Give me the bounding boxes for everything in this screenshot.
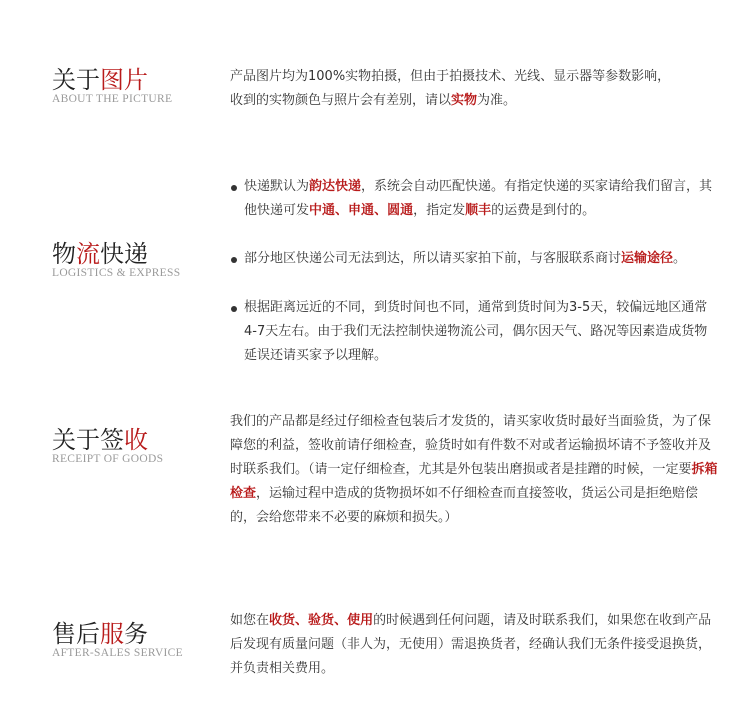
picture-title: 关于图片: [52, 66, 148, 94]
receipt-heading: [52, 426, 163, 466]
receipt-subtitle: RECEIPT OF GOODS: [52, 453, 164, 465]
aftersales-text: 如您在收货、验货、使用的时候遇到任何问题，请及时联系我们，如果您在收到产品后发现有质量问题（非人为，无使用）需退换货者，经确认我们无条件接受退换货，并负责相关费用。: [230, 613, 712, 676]
logistics-bullet-3: 根据距离远近的不同，到货时间也不同，通常到货时间为3-5天，较偏远地区通常4-7天左右。由于我们无法控制快递物流公司，偶尔因天气、路况等因素造成货物延误还请买家予以理解。: [230, 296, 720, 368]
logistics-bullet-2: 部分地区快递公司无法到达，所以请买家拍下前，与客服联系商讨运输途径。: [230, 247, 720, 271]
picture-subtitle: ABOUT THE PICTURE: [52, 93, 173, 105]
picture-text: 产品图片均为100%实物拍摄，但由于拍摄技术、光线、显示器等参数影响， 收到的实物颜色与照片会有差别，请以实物为准。: [230, 69, 671, 108]
receipt-title: 关于签收: [52, 426, 148, 454]
logistics-subtitle: LOGISTICS & EXPRESS: [52, 267, 181, 279]
bullet-dot-icon: [231, 257, 237, 263]
aftersales-title: 售后服务: [52, 620, 148, 648]
picture-heading: [52, 66, 172, 106]
logistics-heading: [52, 240, 180, 280]
receipt-text: 我们的产品都是经过仔细检查包装后才发货的，请买家收货时最好当面验货，为了保障您的利益，签收前请仔细检查，验货时如有件数不对或者运输损坏请不予签收并及时联系我们。（请一定仔细检查，尤其是外包装出磨损或者是挂蹭的时候，一定要拆箱检查，运输过程中造成的货物损坏如不仔细检查而直接签收，货运公司是拒绝赔偿的，会给您带来不必要的麻烦和损失。）: [230, 414, 718, 525]
aftersales-heading: [52, 620, 183, 660]
bullet-dot-icon: [231, 185, 237, 191]
logistics-title: 物流快递: [52, 240, 148, 268]
logistics-bullet-1: 快递默认为韵达快递，系统会自动匹配快递。有指定快递的买家请给我们留言，其他快递可发中通、申通、圆通，指定发顺丰的运费是到付的。: [230, 175, 720, 223]
bullet-dot-icon: [231, 306, 237, 312]
aftersales-subtitle: AFTER-SALES SERVICE: [52, 647, 183, 659]
